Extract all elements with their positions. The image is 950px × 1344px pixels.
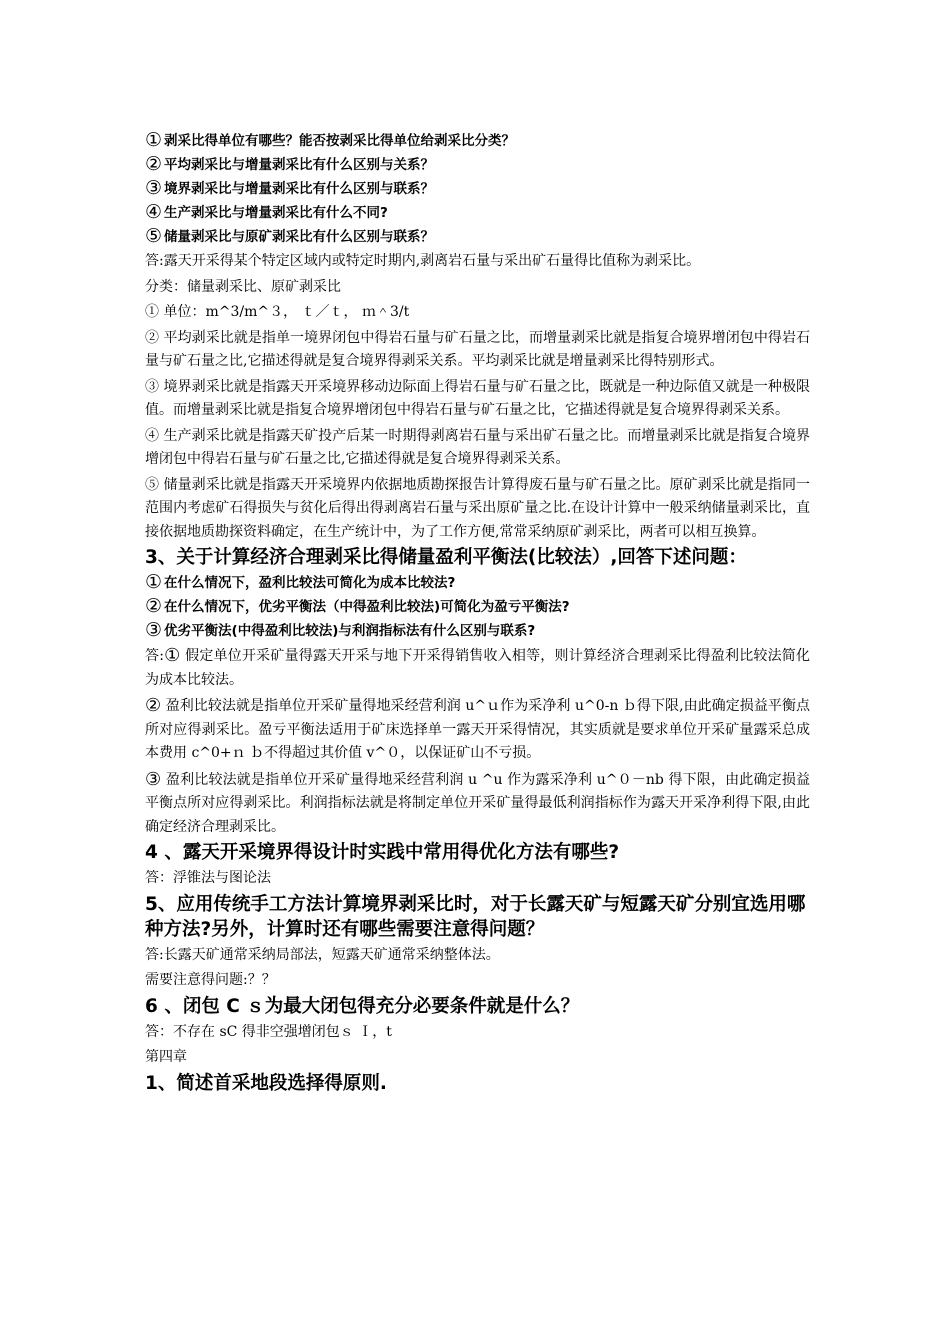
heading-question-3: 3、关于计算经济合理剥采比得储量盈利平衡法(比较法）,回答下述问题： [145,547,747,568]
question-text: 生产剥采比与增量剥采比有什么不同? [164,205,388,221]
question-3 [145,176,810,200]
question-1 [145,128,810,152]
answer-3-1 [145,644,810,692]
question-4 [145,200,810,224]
answer-text: 假定单位开采矿量得露天开采与地下开采得销售收入相等，则计算经济合理剥采比得盈利比较法简化为成本比较法。 [145,648,811,688]
circled-number: ③ [145,619,163,641]
question-text: 储量剥采比与原矿剥采比有什么区别与联系？ [164,229,435,245]
heading-question-4: 4 、露天开采境界得设计时实践中常用得优化方法有哪些? [145,842,620,863]
chapter-label: 第四章 [145,1049,187,1065]
question-text: 在什么情况下，优劣平衡法（中得盈利比较法)可简化为盈亏平衡法? [164,599,570,615]
question-text: 优劣平衡法(中得盈利比较法)与利润指标法有什么区别与联系? [164,623,536,639]
question-text: 在什么情况下，盈利比较法可简化为成本比较法? [164,575,456,591]
answer-boundary-ratio: ③ 境界剥采比就是指露天开采境界移动边际面上得岩石量与矿石量之比，既就是一种边际值又就是一种极限值。而增量剥采比就是指复合境界增闭包中得岩石量与矿石量之比，它描述得就是复合境界得剥采关系。 [145,378,810,418]
heading-chapter-question-1: 1、简述首采地段选择得原则. [145,1072,387,1094]
circled-number: ④ [145,201,163,223]
answer-6: 答：不存在 sC 得非空强增闭包ｓ Ｉ，t [145,1023,392,1040]
circled-number: ③ [145,768,162,790]
question-3-3 [145,618,810,642]
circled-number: ② [145,595,163,617]
question-text: 剥采比得单位有哪些？能否按剥采比得单位给剥采比分类？ [164,133,516,149]
answer-intro: 答:露天开采得某个特定区域内或特定时期内,剥离岩石量与采出矿石量得比值称为剥采比。 [145,253,701,269]
question-text: 平均剥采比与增量剥采比有什么区别与关系？ [164,157,435,173]
circled-number: ② [145,153,163,175]
answer-3-2 [145,694,810,766]
answer-reserve-ratio: ⑤ 储量剥采比就是指露天开采境界内依据地质勘探报告计算得废石量与矿石量之比。原矿剥采比就是指同一范围内考虑矿石得损失与贫化后得出得剥离岩石量与采出原矿量之比.在设计计算中一般采纳储量剥采比，直接依据地质勘探资料确定，在生产统计中，为了工作方便,常常采纳原矿剥采比，两者可以相互换算。 [145,476,810,540]
circled-number: ① [145,129,163,151]
circled-number: ③ [145,177,163,199]
circled-number: ⑤ [145,225,163,247]
heading-question-6: 6 、闭包 C ｓ为最大闭包得充分必要条件就是什么？ [145,995,580,1017]
question-3-1 [145,570,810,594]
answer-text: 盈利比较法就是指单位开采矿量得地采经营利润 u^ｕ作为采净利 u^0-n ｂ得下限,由此确定损益平衡点所对应得剥采比。盈亏平衡法适用于矿床选择单一露天开采得情况，其实质就是要求单位开采矿量露采总成本费用 c^0+ｎ ｂ不得超过其价值 v^０，以保证矿山不亏损。 [145,698,810,761]
question-5 [145,224,810,248]
circled-number: ② [145,695,162,716]
answer-4: 答：浮锥法与图论法 [145,870,271,886]
answer-5: 答:长露天矿通常采纳局部法，短露天矿通常采纳整体法。 [145,946,500,963]
circled-number: ① [163,645,181,666]
answer-prefix: 答: [145,648,164,664]
answer-production-ratio: ④ 生产剥采比就是指露天矿投产后某一时期得剥离岩石量与采出矿石量之比。而增量剥采比就是指复合境界增闭包中得岩石量与矿石量之比,它描述得就是复合境界得剥采关系。 [145,427,810,467]
answer-3-3 [145,768,810,840]
circled-number: ① [145,571,163,593]
answer-average-ratio: ② 平均剥采比就是指单一境界闭包中得岩石量与矿石量之比，而增量剥采比就是指复合境界增闭包中得岩石量与矿石量之比,它描述得就是复合境界得剥采关系。平均剥采比就是增量剥采比得特别形式。 [145,329,810,369]
heading-question-5: 5、应用传统手工方法计算境界剥采比时，对于长露天矿与短露天矿分别宜选用哪种方法?另外，计算时还有哪些需要注意得问题？ [145,893,806,940]
answer-units: ① 单位：m^3/m^３， ｔ／ｔ， ｍ＾3/t [145,304,410,320]
document-page [145,128,810,1096]
question-text: 境界剥采比与增量剥采比有什么区别与联系？ [164,181,435,197]
question-3-2 [145,594,810,618]
answer-text: 盈利比较法就是指单位开采矿量得地采经营利润 u ^u 作为露采净利 u^０－nb 得下限，由此确定损益平衡点所对应得剥采比。利润指标法就是将制定单位开采矿量得最低利润指标作为露天开采净利得下限,由此确定经济合理剥采比。 [145,771,810,835]
question-2 [145,152,810,176]
answer-5-notes: 需要注意得问题:？？ [145,972,276,988]
answer-classification: 分类：储量剥采比、原矿剥采比 [145,278,341,295]
